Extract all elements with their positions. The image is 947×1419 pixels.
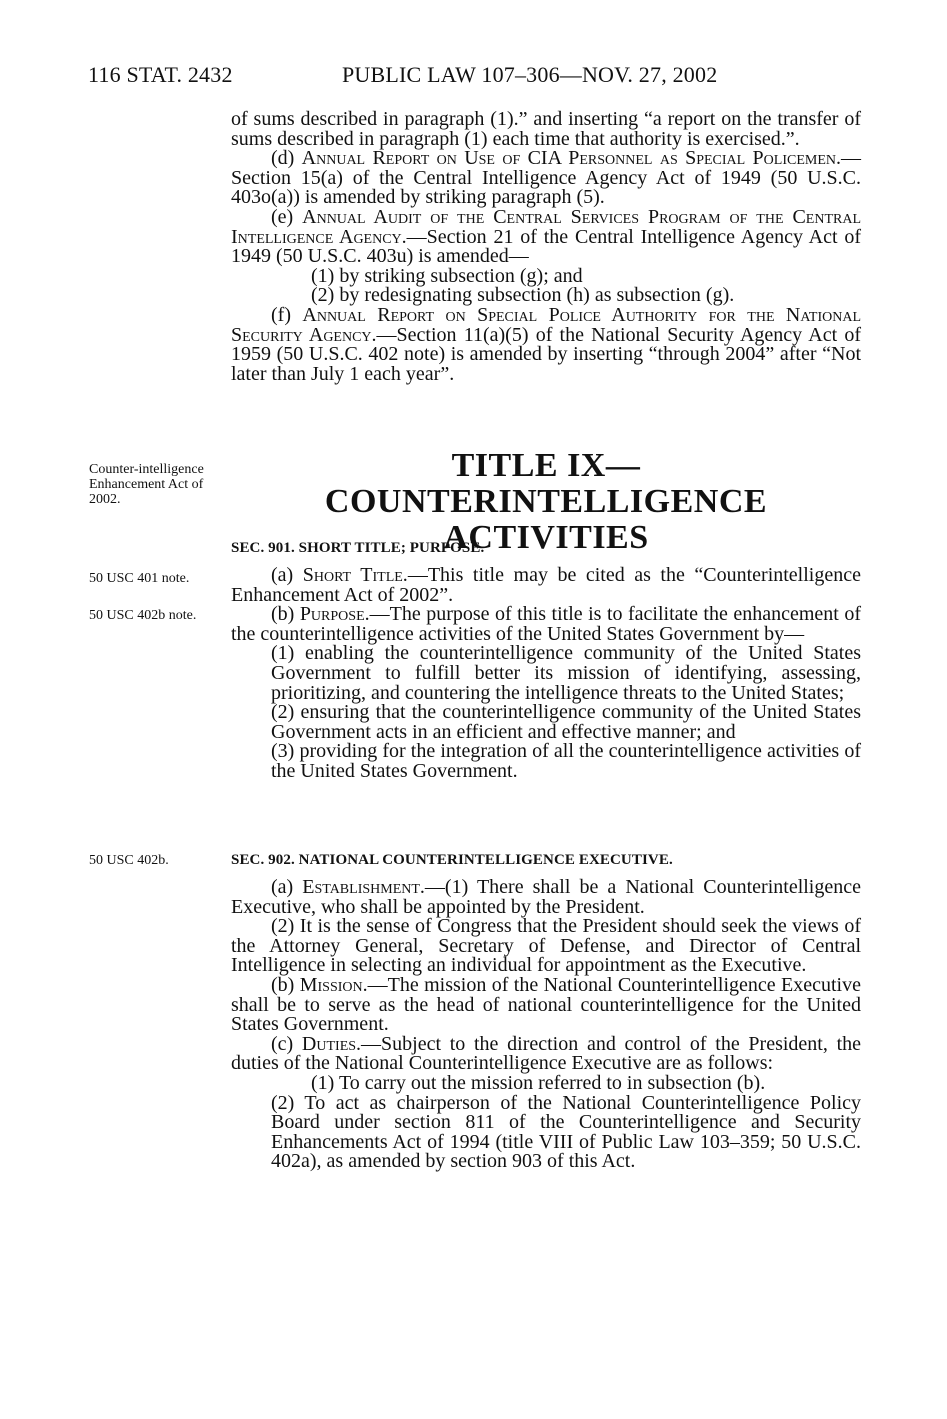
- subsection-c: [231, 1032, 861, 1075]
- label: (a): [271, 564, 303, 586]
- subsection-text: —The purpose of this title is to facilitate the enhancement of the counterintelligence activities of the United States Government by—: [231, 603, 861, 645]
- section-902-body: [231, 878, 861, 1172]
- paragraph-b1: (1) enabling the counterintelligence community of the United States Government to fulfill better its mission of identifying, assessing, prioritizing, and countering the intelligence threats to the United States;: [271, 642, 861, 704]
- subsection-heading: Annual Report on Special Police Authority for the National Security Agency.: [231, 303, 861, 346]
- margin-note-usc-402b-note: 50 USC 402b note.: [89, 608, 197, 623]
- paragraph-continuation: of sums described in paragraph (1).” and inserting “a report on the transfer of sums described in paragraph (1) each time that authority is exercised.”.: [231, 108, 861, 150]
- margin-note-usc-401: 50 USC 401 note.: [89, 571, 190, 586]
- section-901-heading: SEC. 901. SHORT TITLE; PURPOSE.: [231, 540, 485, 556]
- paragraph-b2: (2) ensuring that the counterintelligence community of the United States Government acts in an efficient and effective manner; and: [271, 701, 861, 743]
- subsection-b: [231, 605, 861, 644]
- label: (a): [271, 876, 303, 898]
- subsection-a: [231, 878, 861, 917]
- paragraph-e2: (2) by redesignating subsection (h) as subsection (g).: [311, 284, 735, 307]
- running-header: PUBLIC LAW 107–306—NOV. 27, 2002: [342, 62, 718, 87]
- subsection-a: [231, 566, 861, 605]
- subsection-e: [231, 205, 861, 268]
- title-line-1: TITLE IX—COUNTERINTELLIGENCE: [324, 447, 768, 520]
- subsection-heading: Short Title.: [302, 564, 408, 586]
- subsection-b: [231, 973, 861, 1036]
- subsection-heading: Duties.: [301, 1032, 362, 1055]
- subsection-text: —This title may be cited as the “Counterintelligence Enhancement Act of 2002”.: [231, 564, 861, 606]
- paragraph-a2: (2) It is the sense of Congress that the President should seek the views of the Attorney General, Secretary of Defense, and Director of Central Intelligence in selecting an individual for appointment as the Executive.: [231, 915, 861, 977]
- label: (b): [271, 973, 300, 996]
- label: (d): [271, 147, 302, 170]
- margin-note-usc-402b: 50 USC 402b.: [89, 853, 169, 868]
- section-902-heading: SEC. 902. NATIONAL COUNTERINTELLIGENCE EXECUTIVE.: [231, 852, 673, 868]
- page-reference: 116 STAT. 2432: [88, 62, 233, 87]
- margin-note-short-title: Counter-intelligence Enhancement Act of 2002.: [89, 462, 204, 507]
- paragraph-c1: (1) To carry out the mission referred to in subsection (b).: [311, 1071, 766, 1094]
- label: (c): [271, 1032, 302, 1055]
- subsection-heading: Annual Audit of the Central Services Program of the Central Intelligence Agency.: [231, 205, 861, 248]
- subsection-text: —Section 21 of the Central Intelligence Agency Act of 1949 (50 U.S.C. 403u) is amended—: [231, 225, 861, 268]
- subsection-text: —Subject to the direction and control of the President, the duties of the National Counterintelligence Executive are as follows:: [231, 1032, 861, 1075]
- label: (e): [271, 205, 303, 228]
- section-901-body: [231, 566, 861, 782]
- top-text-block: [231, 110, 861, 384]
- subsection-d: [231, 149, 861, 208]
- subsection-heading: Annual Report on Use of CIA Personnel as Special Policemen.: [301, 147, 841, 170]
- subsection-text: —Section 11(a)(5) of the National Security Agency Act of 1959 (50 U.S.C. 402 note) is amended by inserting “through 2004” after “Not later than July 1 each year”.: [231, 323, 861, 385]
- subsection-heading: Mission.: [299, 973, 368, 996]
- subsection-text: —(1) There shall be a National Counterintelligence Executive, who shall be appointed by the President.: [231, 876, 861, 918]
- subsection-heading: Establishment.: [302, 876, 425, 898]
- subsection-text: —Section 15(a) of the Central Intelligence Agency Act of 1949 (50 U.S.C. 403o(a)) is amended by striking paragraph (5).: [231, 147, 861, 209]
- label: (f): [271, 303, 303, 326]
- paragraph-c2: (2) To act as chairperson of the National Counterintelligence Policy Board under section 811 of the Counterintelligence and Security Enhancements Act of 1994 (title VIII of Public Law 103–359; 50 U.S.C. 402a), as amended by section 903 of this Act.: [271, 1091, 861, 1173]
- title-line-2: ACTIVITIES: [443, 519, 649, 556]
- label: (b): [271, 603, 300, 626]
- subsection-heading: Purpose.: [299, 603, 370, 626]
- paragraph-b3: (3) providing for the integration of all the counterintelligence activities of the United States Government.: [271, 740, 861, 782]
- paragraph-e1: (1) by striking subsection (g); and: [311, 264, 583, 287]
- subsection-f: [231, 303, 861, 385]
- subsection-text: —The mission of the National Counterintelligence Executive shall be to serve as the head of national counterintelligence for the United States Government.: [231, 973, 861, 1036]
